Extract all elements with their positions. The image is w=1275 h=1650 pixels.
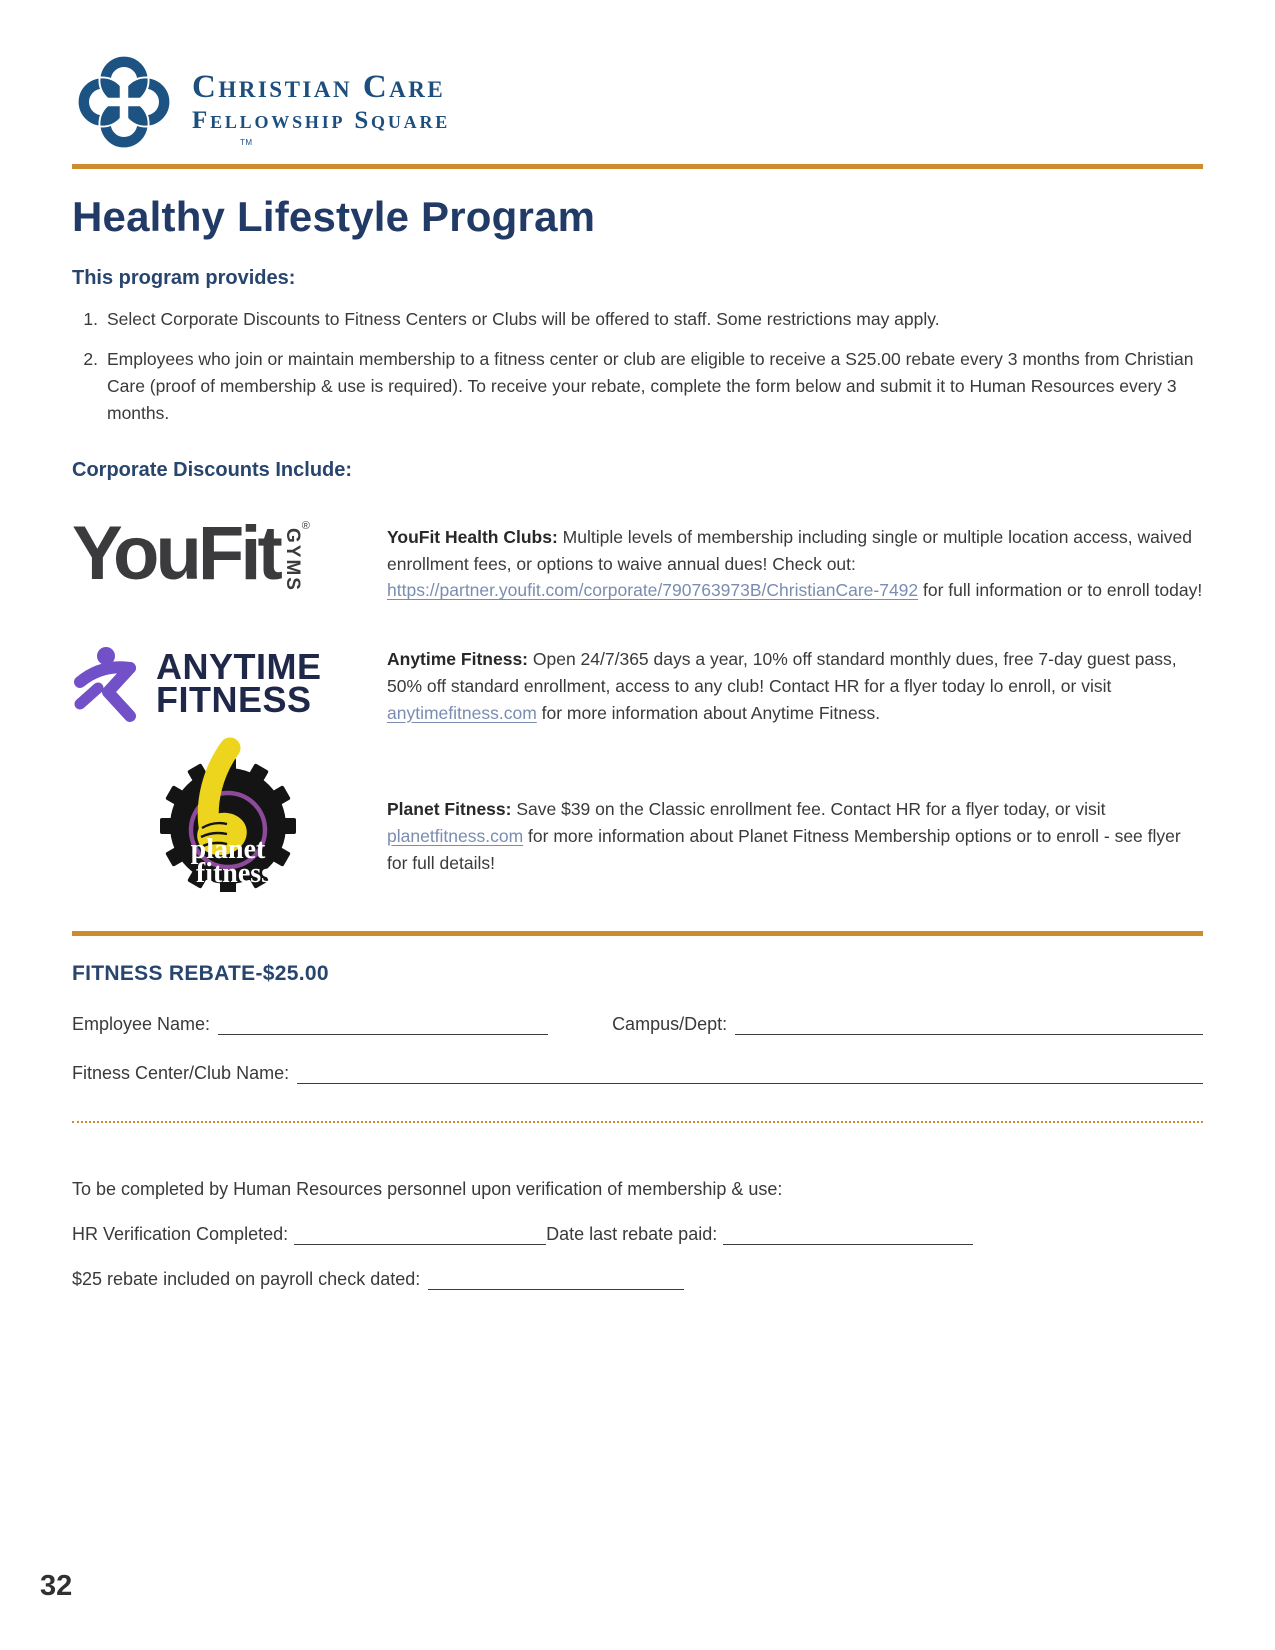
planetfitness-link[interactable]: planetfitness.com (387, 826, 524, 847)
employee-name-blank (218, 1019, 548, 1035)
fitness-rebate-heading: FITNESS REBATE-$25.00 (72, 962, 329, 986)
list-item (72, 306, 1203, 333)
program-list (72, 306, 1203, 427)
anytime-description (387, 646, 1203, 726)
planet-label: Planet Fitness: (387, 799, 512, 820)
anytime-label: Anytime Fitness: (387, 649, 528, 670)
list-text: Select Corporate Discounts to Fitness Centers or Clubs will be offered to staff. Some restrictions may apply. (107, 309, 940, 329)
last-rebate-label: Date last rebate paid: (546, 1224, 718, 1245)
fitness-line: FITNESS (156, 679, 312, 721)
payroll-check-label: $25 rebate included on payroll check dated: (72, 1269, 421, 1290)
anytime-fitness-logo (72, 646, 387, 726)
planet-description (387, 748, 1203, 897)
program-provides-heading: This program provides: (72, 267, 296, 289)
hr-section-intro: To be completed by Human Resources personnel upon verification of membership & use: (72, 1179, 783, 1200)
dotted-cut-line (72, 1118, 1203, 1123)
page-number: 32 (40, 1570, 73, 1602)
youfit-logo (72, 510, 387, 604)
list-number: 1. (83, 309, 98, 329)
campus-dept-label: Campus/Dept: (612, 1014, 728, 1035)
club-name-blank (297, 1068, 1203, 1084)
youfit-description (387, 524, 1203, 604)
discount-row-planet (72, 748, 1203, 897)
last-rebate-blank (723, 1229, 973, 1245)
anytimefitness-link[interactable]: anytimefitness.com (387, 702, 537, 723)
payroll-check-row (72, 1269, 1203, 1290)
brand-header (72, 0, 1203, 154)
anytime-line: ANYTIME (156, 645, 322, 687)
discount-row-anytime (72, 646, 1203, 726)
brand-name (192, 70, 450, 134)
hr-verification-label: HR Verification Completed: (72, 1224, 289, 1245)
planet-text-pre: Save $39 on the Classic enrollment fee. Contact HR for a flyer today, or visit (511, 799, 1106, 820)
planet-fitness-gear-icon (152, 732, 304, 892)
planet-word: planet (190, 834, 266, 866)
youfit-label: YouFit Health Clubs: (387, 526, 558, 547)
planet-text-post: for more information about Planet Fitness Membership options or to enroll - see flyer for full details! (387, 826, 1181, 873)
planet-fitness-logo (72, 748, 387, 897)
youfit-partner-link[interactable]: https://partner.youfit.com/corporate/790763973B/ChristianCare-7492 (387, 580, 919, 601)
brand-name-line2: Fellowship Square (192, 106, 451, 134)
campus-dept-blank (735, 1019, 1203, 1035)
hr-verification-blank (294, 1229, 546, 1245)
hr-verification-row (72, 1224, 1203, 1245)
club-name-label: Fitness Center/Club Name: (72, 1063, 290, 1084)
fitness-word: fitness (195, 858, 273, 890)
orange-divider-middle (72, 931, 1203, 936)
anytime-text-pre: Open 24/7/365 days a year, 10% off standard monthly dues, free 7-day guest pass, 50% off standard enrollment, access to any club! Contact HR for a flyer today lo enroll, or visit (387, 649, 1177, 696)
anytime-fitness-wordmark (156, 645, 322, 721)
discount-row-youfit (72, 510, 1203, 604)
list-number: 2. (83, 348, 98, 369)
runner-icon (72, 642, 150, 724)
employee-name-label: Employee Name: (72, 1014, 211, 1035)
payroll-check-blank (428, 1274, 684, 1290)
youfit-text-pre: Multiple levels of membership including single or multiple location access, waived enrollment fees, or options to waive annual dues! Check out: (387, 526, 1192, 574)
employee-campus-row (72, 1014, 1203, 1035)
registered-mark-icon: ® (301, 519, 310, 532)
anytime-text-post: for more information about Anytime Fitness. (536, 702, 881, 723)
orange-divider-top (72, 164, 1203, 169)
christian-care-knot-icon (72, 50, 176, 154)
trademark-mark: TM (240, 138, 253, 147)
page-title: Healthy Lifestyle Program (72, 193, 596, 240)
club-name-row (72, 1063, 1203, 1084)
youfit-wordmark: YouFit (72, 510, 279, 596)
list-item (72, 346, 1203, 427)
brand-name-line1: Christian Care (192, 69, 446, 106)
list-text: Employees who join or maintain membership to a fitness center or club are eligible to receive a S25.00 rebate every 3 months from Christian Care (proof of membership & use is required). To receive your rebate, complete the form below and submit it to Human Resources every 3 months. (107, 348, 1194, 423)
youfit-gyms-vertical-text: GYMS (281, 527, 303, 592)
corporate-discounts-heading: Corporate Discounts Include: (72, 458, 353, 481)
youfit-text-post: for full information or to enroll today! (918, 580, 1203, 601)
